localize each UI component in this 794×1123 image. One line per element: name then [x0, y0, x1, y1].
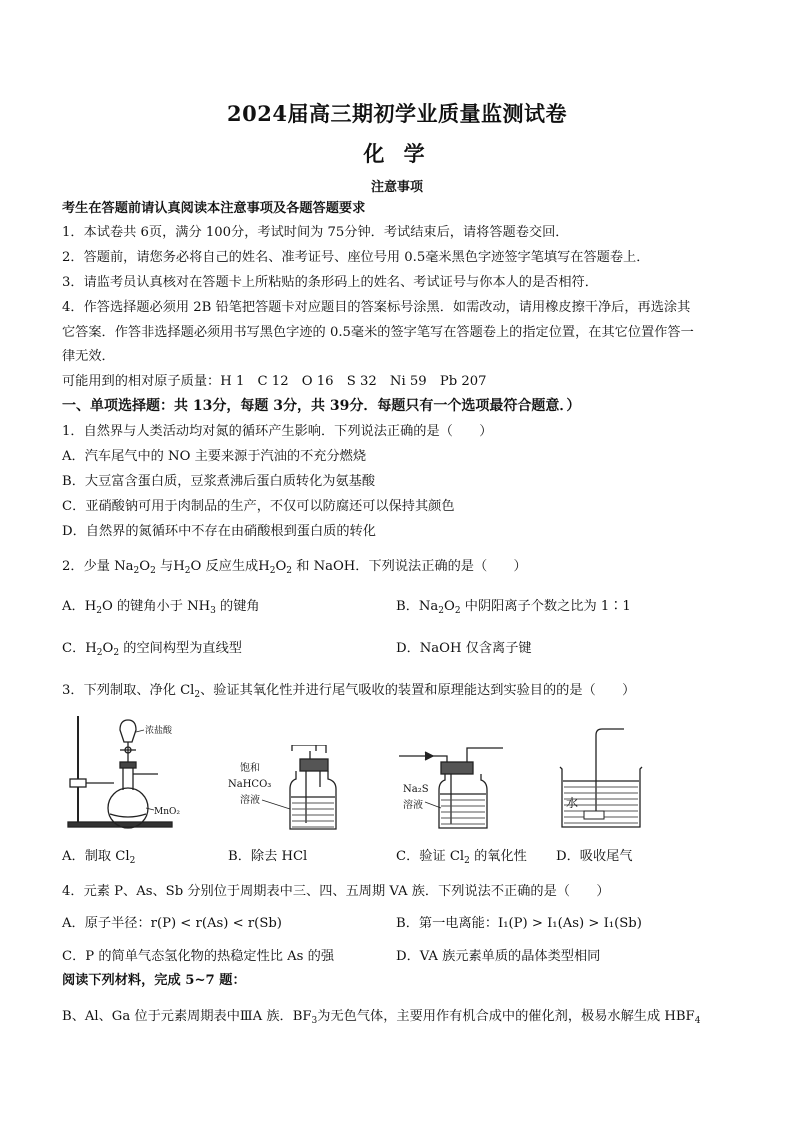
q3-option-b: B．除去 HCl — [228, 849, 308, 864]
reading-heading: 阅读下列材料，完成 5~7 题： — [62, 973, 246, 988]
figure-b-label-saturated: 饱和 — [240, 763, 260, 774]
instructions-intro: 考生在答题前请认真阅读本注意事项及各题答题要求 — [62, 201, 366, 216]
subject-title: 化 学 — [363, 141, 431, 166]
instruction-item-1: 1．本试卷共 6页，满分 100分，考试时间为 75分钟．考试结束后，请将答题卷交回． — [62, 225, 569, 240]
instruction-item-3: 3．请监考员认真核对在答题卡上所粘贴的条形码上的姓名、考试证号与你本人的是否相符． — [62, 275, 598, 290]
q1-option-d: D．自然界的氮循环中不存在由硝酸根到蛋白质的转化 — [62, 524, 376, 539]
instruction-item-4-line3: 律无效． — [62, 349, 115, 364]
q2-option-d: D．NaOH 仅含离子键 — [396, 641, 532, 656]
q1-option-c: C．亚硝酸钠可用于肉制品的生产，不仅可以防腐还可以保持其颜色 — [62, 499, 455, 514]
instruction-item-4-line2: 它答案．作答非选择题必须用书写黑色字迹的 0.5毫米的签字笔写在答题卷上的指定位置，在其它位置作答一 — [62, 325, 694, 340]
q2-option-a: A．$H_2O$ 的键角小于 $NH_3$ 的键角 — [62, 599, 260, 616]
atomic-masses: 可能用到的相对原子质量：H 1 C 12 O 16 S 32 Ni 59 Pb 207 — [62, 374, 487, 389]
q2-stem: 2．少量 $Na_2O_2$ 与$H_2O$ 反应生成$H_2O_2$ 和 NaOH．下列说法正确的是（ ） — [62, 559, 527, 576]
q1-option-a: A．汽车尾气中的 NO 主要来源于汽油的不充分燃烧 — [62, 449, 367, 464]
figure-a-label-mno2: MnO₂ — [154, 807, 180, 817]
q4-option-b: B．第一电离能：I₁(P) > I₁(As) > I₁(Sb) — [396, 916, 642, 931]
q1-option-b: B．大豆富含蛋白质，豆浆煮沸后蛋白质转化为氨基酸 — [62, 474, 376, 489]
section1-heading: 一、单项选择题：共 13分，每题 3分，共 39分．每题只有一个选项最符合题意．） — [62, 398, 581, 414]
figure-b-label-nahco3: NaHCO₃ — [228, 779, 272, 790]
q2-option-b: B．$Na_2O_2$ 中阴阳离子个数之比为 1∶1 — [396, 599, 631, 616]
q2-option-c: C．$H_2O_2$ 的空间构型为直线型 — [62, 641, 242, 658]
figure-d-beaker — [556, 725, 648, 833]
q3-stem: 3．下列制取、净化 $Cl_2$、验证其氧化性并进行尾气吸收的装置和原理能达到实验目的的是（ ） — [62, 683, 636, 700]
figure-c-label-na2s: Na₂S — [403, 784, 429, 795]
figure-d-label-water: 水 — [566, 796, 579, 810]
q3-option-c: C．验证 $Cl_2$ 的氧化性 — [396, 849, 527, 866]
figure-c-na2s-bottle — [395, 740, 507, 832]
q4-option-a: A．原子半径：r(P) < r(As) < r(Sb) — [62, 916, 282, 931]
figure-b-washbottle — [228, 745, 340, 833]
q3-option-a: A．制取 $Cl_2$ — [62, 849, 136, 866]
notes-heading: 注意事项 — [370, 180, 423, 195]
figure-a-label-acid: 浓盐酸 — [145, 726, 173, 736]
figure-c-label-solution: 溶液 — [403, 800, 423, 811]
reading-text: B、Al、Ga 位于元素周期表中ⅢA 族．$BF_3$为无色气体，主要用作有机合成中的催化剂，极易水解生成 $HBF_4$ — [62, 1009, 701, 1026]
figure-a-apparatus — [62, 708, 180, 830]
instruction-item-2: 2．答题前，请您务必将自己的姓名、准考证号、座位号用 0.5毫米黑色字迹签字笔填写在答题卷上． — [62, 250, 650, 265]
exam-title: 2024届高三期初学业质量监测试卷 — [227, 101, 567, 126]
q4-option-d: D．VA 族元素单质的晶体类型相同 — [396, 949, 601, 964]
q4-option-c: C．P 的简单气态氢化物的热稳定性比 As 的强 — [62, 949, 335, 964]
q4-stem: 4．元素 P、As、Sb 分别位于周期表中三、四、五周期 VA 族．下列说法不正确的是（ ） — [62, 884, 610, 899]
figure-b-label-solution: 溶液 — [240, 795, 260, 806]
instruction-item-4-line1: 4．作答选择题必须用 2B 铅笔把答题卡对应题目的答案标号涂黑．如需改动，请用橡皮擦干净后，再选涂其 — [62, 300, 691, 315]
q1-stem: 1．自然界与人类活动均对氮的循环产生影响．下列说法正确的是（ ） — [62, 424, 493, 439]
q3-option-d: D．吸收尾气 — [556, 849, 633, 864]
